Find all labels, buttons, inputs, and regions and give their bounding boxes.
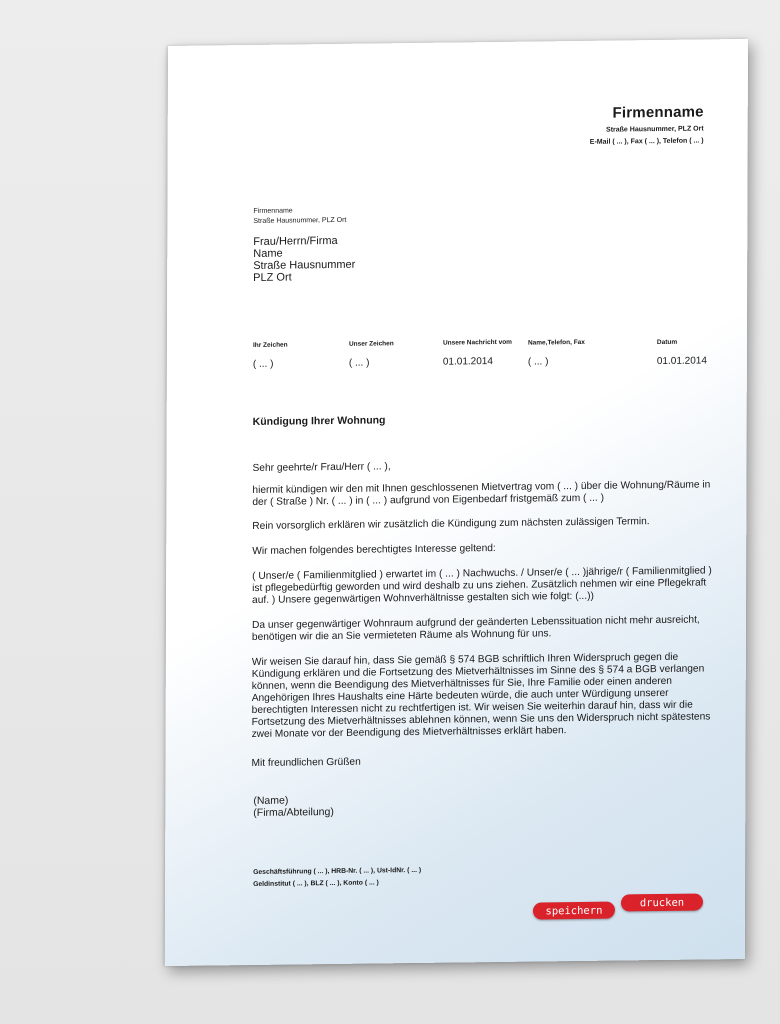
- footer-line: Geschäftsführung ( ... ), HRB-Nr. ( ... ), Ust-IdNr. ( ... ): [253, 866, 422, 876]
- recipient-line: Frau/Herrn/Firma: [253, 234, 338, 248]
- ref-label: Unsere Nachricht vom: [442, 338, 512, 347]
- ref-value: 01.01.2014: [656, 355, 707, 368]
- recipient-line: Straße Hausnummer: [253, 258, 356, 272]
- paragraph-line: berechtigten Interessen nicht zu rechtfertigen ist. Wir weisen Sie weiterhin darauf hin, dass wir die: [251, 699, 693, 716]
- closing: Mit freundlichen Grüßen: [251, 756, 361, 769]
- paragraph: [252, 543, 496, 558]
- ref-value: 01.01.2014: [442, 356, 493, 368]
- paragraph: [252, 516, 649, 533]
- ref-label: Unser Zeichen: [348, 340, 394, 348]
- paragraph: [252, 479, 710, 509]
- ref-label: Datum: [656, 338, 678, 347]
- paragraph-line: Angehörigen Ihres Haushalts eine Härte bedeuten würde, die auch unter Würdigung unserer: [251, 687, 669, 704]
- signature-department: (Firma/Abteilung): [253, 805, 334, 819]
- paragraph-line: Rein vorsorglich erklären wir zusätzlich die Kündigung zum nächsten zulässigen Termin.: [252, 516, 650, 532]
- paragraph-line: zwei Monate vor der Beendigung des Mietverhältnisses erklärt haben.: [251, 725, 567, 740]
- company-contact: E-Mail ( ... ), Fax ( ... ), Telefon ( ... ): [589, 137, 704, 146]
- paragraph-line: Wir machen folgendes berechtigtes Interesse geltend:: [252, 542, 496, 557]
- ref-value: ( ... ): [348, 357, 370, 369]
- sender-address: Straße Hausnummer, PLZ Ort: [253, 216, 347, 225]
- footer-line: Geldinstitut ( ... ), BLZ ( ... ), Konto ( ... ): [253, 879, 379, 888]
- ref-value: ( ... ): [527, 356, 549, 368]
- paragraph-line: ( Unser/e ( Familienmitglied ) erwartet im ( ... ) Nachwuchs. / Unser/e ( ... )jährige/r ( Familienmitglied ): [252, 565, 712, 582]
- recipient-line: Name: [253, 247, 283, 260]
- salutation: Sehr geehrte/r Frau/Herr ( ... ),: [252, 461, 391, 474]
- ref-label: Name,Telefon, Fax: [527, 338, 585, 347]
- letter-page: [165, 39, 748, 966]
- ref-value: ( ... ): [252, 358, 274, 370]
- paragraph-line: Kündigung erklären und die Fortsetzung des Mietverhältnisses im Sinne des § 574 a BGB verlangen: [251, 663, 705, 680]
- subject-line: Kündigung Ihrer Wohnung: [252, 414, 386, 428]
- paragraph-line: ist pflegebedürftig geworden und wird deshalb zu uns ziehen. Zusätzlich nehmen wir eine Pflegekraft: [252, 577, 707, 594]
- paragraph: [252, 615, 700, 644]
- signature-name: (Name): [253, 794, 289, 807]
- sender-name: Firmenname: [253, 207, 293, 215]
- print-button[interactable]: drucken: [621, 893, 703, 911]
- paragraph-line: auf. ) Unsere gegenwärtigen Wohnverhältnisse gestalten sich wie folgt: (...)): [252, 590, 594, 606]
- paragraph: [252, 651, 711, 741]
- paragraph-line: Fortsetzung des Mietverhältnisses ablehnen können, wenn Sie uns den Widerspruch nicht spätestens: [251, 711, 711, 728]
- paragraph-line: der ( Straße ) Nr. ( ... ) in ( ... ) aufgrund von Eigenbedarf fristgemäß zum ( ... ): [252, 492, 605, 508]
- paragraph-line: Da unser gegenwärtiger Wohnraum aufgrund der geänderten Lebenssituation nicht mehr ausreicht,: [251, 614, 700, 631]
- ref-label: Ihr Zeichen: [252, 341, 288, 349]
- save-button[interactable]: speichern: [533, 902, 615, 920]
- company-address: Straße Hausnummer, PLZ Ort: [606, 125, 704, 134]
- paragraph-line: benötigen wir die an Sie vermieteten Räume als Wohnung für uns.: [251, 628, 552, 643]
- company-name: Firmenname: [612, 103, 704, 122]
- paragraph: [252, 565, 712, 607]
- paragraph-line: hiermit kündigen wir den mit Ihnen geschlossenen Mietvertrag vom ( ... ) über die Wohnung/Räume in: [252, 479, 711, 496]
- recipient-line: PLZ Ort: [253, 271, 292, 284]
- paragraph-line: können, wenn die Beendigung des Mietverhältnisses für Sie, Ihre Familie oder einen anderen: [251, 675, 672, 692]
- paragraph-line: Wir weisen Sie darauf hin, dass Sie gemäß § 574 BGB schriftlich Ihren Widerspruch gegen die: [251, 651, 679, 668]
